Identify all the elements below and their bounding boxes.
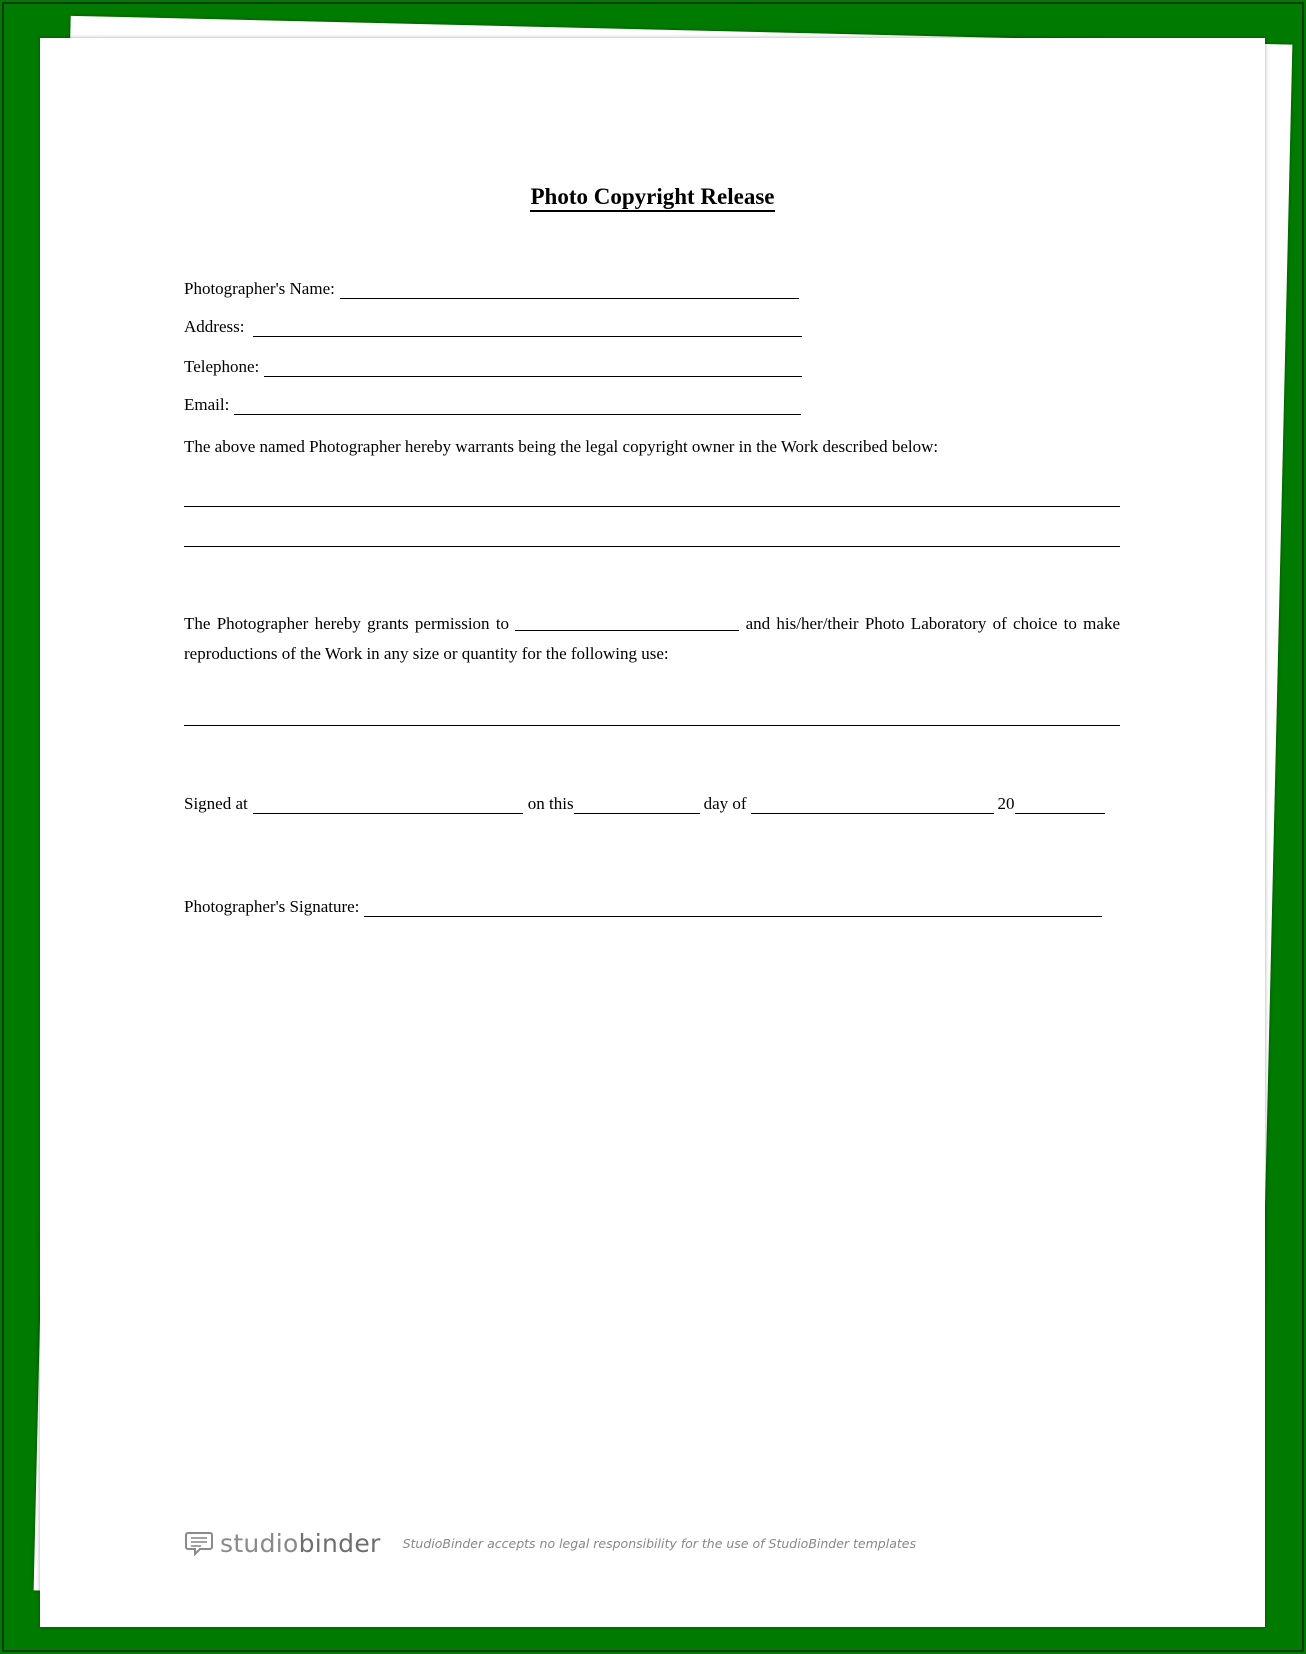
on-this-label: on this [527,794,574,813]
photographer-name-blank[interactable] [340,280,799,299]
signed-at-label: Signed at [184,794,248,813]
day-of-label: day of [703,794,747,813]
year-blank[interactable] [1015,795,1105,814]
grant-paragraph [184,609,1120,669]
logo-text-light: studio [220,1528,299,1558]
document-title-wrap [40,184,1265,210]
signature-blank[interactable] [364,898,1102,917]
telephone-field [184,353,802,377]
studiobinder-logo-icon [184,1528,214,1558]
grant-text-part2: and his/her/their Photo Laboratory of choice to make reproductions of the Work in any size or quantity for the following use: [184,614,1121,663]
address-blank[interactable] [253,318,802,337]
photographer-name-field [184,275,799,299]
email-blank[interactable] [234,396,801,415]
telephone-label: Telephone: [184,357,260,376]
grant-text-part1: The Photographer hereby grants permission to [184,614,510,633]
document-title: Photo Copyright Release [530,184,774,212]
document-page [40,38,1265,1627]
signature-row [184,893,1102,917]
signature-label: Photographer's Signature: [184,897,360,916]
address-field [184,313,802,337]
footer-disclaimer: StudioBinder accepts no legal responsibility for the use of StudioBinder templates [402,1535,916,1551]
month-blank[interactable] [751,795,994,814]
signed-at-row [184,790,1105,814]
email-label: Email: [184,395,230,414]
photographer-name-label: Photographer's Name: [184,279,335,298]
use-description-line[interactable] [184,725,1120,726]
footer [184,1528,916,1558]
email-field [184,391,801,415]
signed-place-blank[interactable] [253,795,523,814]
year-prefix: 20 [997,794,1015,813]
grantee-blank[interactable] [515,612,739,631]
telephone-blank[interactable] [264,358,802,377]
warrant-paragraph: The above named Photographer hereby warrants being the legal copyright owner in the Work described below: [184,437,939,456]
logo-text-bold: binder [298,1528,381,1558]
day-blank[interactable] [574,795,700,814]
address-label: Address: [184,317,245,336]
studiobinder-logo-text [220,1529,381,1558]
work-description-line-2[interactable] [184,546,1120,547]
work-description-line-1[interactable] [184,506,1120,507]
